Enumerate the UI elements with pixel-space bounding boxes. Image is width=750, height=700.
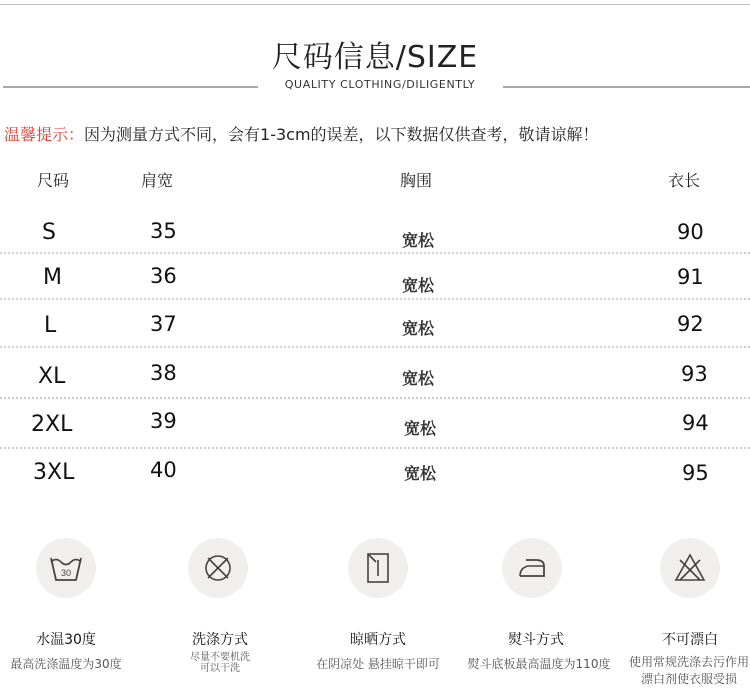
care-desc-bleach-1: 使用常规洗涤去污作用 <box>628 655 749 669</box>
row-3xl-size: 3XL <box>33 460 75 485</box>
title-rule-right <box>503 86 750 88</box>
notice-text: 因为测量方式不同，会有1-3cm的误差，以下数据仅供查考，敬请谅解！ <box>84 125 599 144</box>
care-desc-wash-method-1: 尽量不要机洗 <box>190 652 250 663</box>
header-chest: 胸围 <box>400 171 433 190</box>
title-rule-left <box>3 86 258 88</box>
row-3xl-length: 95 <box>682 461 709 485</box>
row-s-size: S <box>42 220 56 245</box>
page-title: 尺码信息/SIZE <box>271 40 479 75</box>
row-divider <box>0 447 750 449</box>
row-divider <box>0 346 750 348</box>
row-2xl-chest: 宽松 <box>404 419 437 438</box>
care-desc-ironing: 熨斗底板最高温度为110度 <box>467 657 611 671</box>
row-xl-chest: 宽松 <box>402 369 435 388</box>
row-3xl-shoulder: 40 <box>150 458 177 482</box>
drip-dry-shade-icon <box>348 538 408 598</box>
iron-icon <box>502 538 562 598</box>
header-length: 衣长 <box>668 171 701 190</box>
care-title-wash-temp: 水温30度 <box>36 632 96 648</box>
wash-temp-label: 30 <box>60 568 72 578</box>
row-l-shoulder: 37 <box>150 312 177 336</box>
care-title-drying: 晾晒方式 <box>350 632 406 648</box>
no-bleach-icon <box>660 538 720 598</box>
row-2xl-length: 94 <box>682 411 709 435</box>
page-subtitle: QUALITY CLOTHING/DILIGENTLY <box>284 78 476 91</box>
header-size: 尺码 <box>37 171 70 190</box>
row-xl-length: 93 <box>681 362 708 386</box>
row-xl-size: XL <box>38 364 66 389</box>
row-l-size: L <box>44 313 57 338</box>
row-s-length: 90 <box>677 220 704 244</box>
header-shoulder: 肩宽 <box>141 171 174 190</box>
no-machine-wash-icon <box>188 538 248 598</box>
care-desc-wash-method-2: 可以干洗 <box>200 663 240 674</box>
care-desc-wash-temp: 最高洗涤温度为30度 <box>10 657 122 671</box>
row-s-shoulder: 35 <box>150 219 177 243</box>
care-title-ironing: 熨斗方式 <box>508 632 564 648</box>
row-m-chest: 宽松 <box>402 276 435 295</box>
row-m-shoulder: 36 <box>150 264 177 288</box>
care-desc-drying: 在阴凉处 悬挂晾干即可 <box>316 657 440 671</box>
measurement-notice <box>4 122 599 145</box>
row-divider <box>0 397 750 399</box>
row-divider <box>0 298 750 300</box>
row-2xl-size: 2XL <box>31 412 73 437</box>
row-xl-shoulder: 38 <box>150 361 177 385</box>
row-m-size: M <box>43 265 62 290</box>
top-border <box>0 4 750 5</box>
row-l-length: 92 <box>677 312 704 336</box>
care-title-wash-method: 洗涤方式 <box>192 632 248 648</box>
row-divider <box>0 252 750 254</box>
notice-prefix: 温馨提示： <box>4 125 85 144</box>
row-3xl-chest: 宽松 <box>404 464 437 483</box>
row-s-chest: 宽松 <box>402 231 435 250</box>
care-desc-bleach-2: 漂白剂使衣服受损 <box>640 672 737 686</box>
row-m-length: 91 <box>677 265 704 289</box>
wash-30-icon <box>36 538 96 598</box>
care-title-bleach: 不可漂白 <box>662 632 718 648</box>
row-2xl-shoulder: 39 <box>150 409 177 433</box>
row-l-chest: 宽松 <box>402 319 435 338</box>
